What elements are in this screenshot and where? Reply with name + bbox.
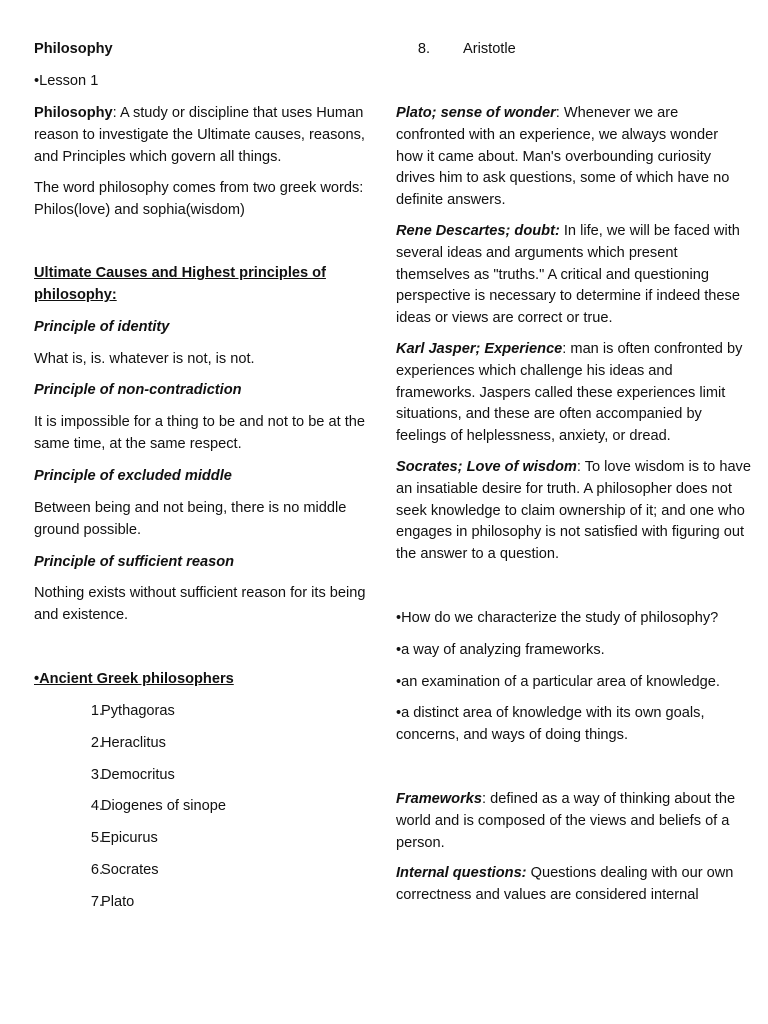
principle-excluded-middle-text: Between being and not being, there is no middle ground possible. xyxy=(34,500,347,538)
list-item-name: Pythagoras xyxy=(101,703,175,719)
document-title: Philosophy xyxy=(34,41,113,57)
frameworks-paragraph xyxy=(396,789,744,854)
list-item-number: 7. xyxy=(90,894,103,910)
socrates-paragraph xyxy=(396,457,756,566)
study-answer: •a distinct area of knowledge with its own goals, concerns, and ways of doing things. xyxy=(396,705,705,743)
list-item-number: 6. xyxy=(90,862,103,878)
plato-term: Plato; sense of wonder xyxy=(396,105,556,121)
descartes-text: In life, we will be faced with several ideas and arguments which present themselves as "truths." A critical and questioning perspective is necessary to determine if indeed these ideas or views are correct or true. xyxy=(396,223,740,327)
list-item xyxy=(34,892,374,914)
list-item xyxy=(34,860,374,882)
list-item xyxy=(34,828,374,850)
list-item-name: Epicurus xyxy=(101,830,158,846)
frameworks-term: Frameworks xyxy=(396,791,482,807)
principle-identity-text: What is, is. whatever is not, is not. xyxy=(34,351,255,367)
principle-excluded-middle-title: Principle of excluded middle xyxy=(34,468,232,484)
descartes-paragraph xyxy=(396,221,744,330)
list-item-number: 4. xyxy=(90,798,103,814)
jasper-term: Karl Jasper; Experience xyxy=(396,341,563,357)
list-item-number: 8. xyxy=(417,41,430,57)
principle-sufficient-reason-text: Nothing exists without sufficient reason for its being and existence. xyxy=(34,585,366,623)
lesson-label: •Lesson 1 xyxy=(34,73,99,89)
plato-text: : Whenever we are confronted with an experience, we always wonder how it came about. Man's overbounding curiosity drives him to ask questions, some of which have no definite answers. xyxy=(396,105,730,209)
jasper-paragraph xyxy=(396,339,744,448)
ultimate-causes-heading: Ultimate Causes and Highest principles of philosophy: xyxy=(34,265,326,303)
list-item-name: Aristotle xyxy=(463,41,516,57)
internal-questions-text: Questions dealing with our own correctness and values are considered internal xyxy=(396,865,734,903)
list-item-number: 5. xyxy=(90,830,103,846)
socrates-text: : To love wisdom is to have an insatiable desire for truth. A philosopher does not seek knowledge to claim ownership of it; and one who engages in philosophy is not satisfied with figuring out the answer to a question. xyxy=(396,459,751,563)
list-item-name: Heraclitus xyxy=(101,735,166,751)
descartes-term: Rene Descartes; doubt: xyxy=(396,223,560,239)
definition-paragraph xyxy=(34,103,374,168)
list-item-number: 2. xyxy=(90,735,103,751)
principle-identity-title: Principle of identity xyxy=(34,319,170,335)
list-item xyxy=(34,733,374,755)
definition-text: : A study or discipline that uses Human reason to investigate the Ultimate causes, reasons, and Principles which govern all things. xyxy=(34,105,365,165)
list-item-name: Socrates xyxy=(101,862,159,878)
list-item-name: Democritus xyxy=(101,767,175,783)
greek-philosophers-heading: •Ancient Greek philosophers xyxy=(34,671,234,687)
list-item xyxy=(396,39,744,61)
etymology-paragraph: The word philosophy comes from two greek words: Philos(love) and sophia(wisdom) xyxy=(34,180,364,218)
list-item-number: 1. xyxy=(90,703,103,719)
list-item-number: 3. xyxy=(90,767,103,783)
definition-term: Philosophy xyxy=(34,105,113,121)
plato-paragraph xyxy=(396,103,744,212)
list-item xyxy=(34,701,374,723)
internal-questions-term: Internal questions: xyxy=(396,865,527,881)
study-answer: •an examination of a particular area of knowledge. xyxy=(396,674,720,690)
principle-sufficient-reason-title: Principle of sufficient reason xyxy=(34,554,235,570)
socrates-term: Socrates; Love of wisdom xyxy=(396,459,577,475)
list-item-name: Diogenes of sinope xyxy=(101,798,226,814)
principle-non-contradiction-text: It is impossible for a thing to be and not to be at the same time, at the same respect. xyxy=(34,414,365,452)
study-question: •How do we characterize the study of philosophy? xyxy=(396,610,719,626)
frameworks-text: : defined as a way of thinking about the world and is composed of the views and beliefs of a person. xyxy=(396,791,736,851)
principle-non-contradiction-title: Principle of non-contradiction xyxy=(34,382,242,398)
list-item xyxy=(34,765,374,787)
jasper-text: : man is often confronted by experiences which challenge his ideas and frameworks. Jaspers called these experiences limit situations, and these are often accompanied by feelings of helplessness, anxiety, or dread. xyxy=(396,341,743,445)
list-item xyxy=(34,796,374,818)
study-answer: •a way of analyzing frameworks. xyxy=(396,642,605,658)
internal-questions-paragraph xyxy=(396,863,744,907)
list-item-name: Plato xyxy=(101,894,135,910)
